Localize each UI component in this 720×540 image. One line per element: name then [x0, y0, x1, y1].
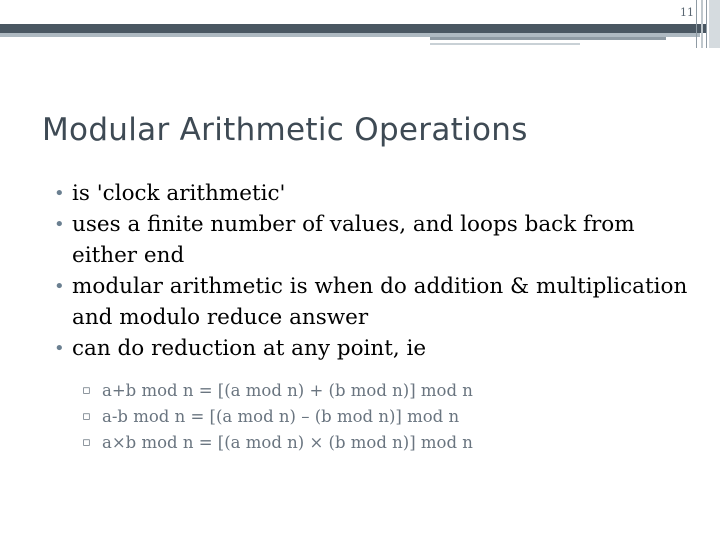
bullet-text: can do reduction at any point, ie: [72, 336, 427, 361]
bullet-list: [50, 178, 690, 364]
header-vertical-line: [706, 0, 707, 48]
header-accent-line-thin: [430, 43, 580, 45]
sub-bullet-item: [80, 404, 680, 430]
sub-bullet-item: [80, 378, 680, 404]
header-corner-block: [709, 0, 720, 48]
header-accent-line: [430, 37, 666, 40]
formula-text: a+b mod n = [(a mod n) + (b mod n)] mod n: [102, 381, 473, 400]
bullet-item: [50, 333, 690, 364]
square-bullet-icon: ▫: [82, 409, 91, 424]
bullet-dot-icon: •: [54, 183, 65, 204]
formula-text: a-b mod n = [(a mod n) – (b mod n)] mod n: [102, 407, 460, 426]
bullet-text: is 'clock arithmetic': [72, 181, 286, 206]
square-bullet-icon: ▫: [82, 435, 91, 450]
bullet-dot-icon: •: [54, 338, 65, 359]
bullet-dot-icon: •: [54, 214, 65, 235]
sub-bullet-item: [80, 430, 680, 456]
square-bullet-icon: ▫: [82, 383, 91, 398]
header-bar-dark: [0, 24, 706, 33]
bullet-item: [50, 209, 690, 271]
bullet-item: [50, 271, 690, 333]
bullet-text: modular arithmetic is when do addition & multiplication and modulo reduce answer: [72, 274, 688, 330]
bullet-text: uses a finite number of values, and loops back from either end: [72, 212, 635, 268]
slide-title: Modular Arithmetic Operations: [42, 112, 528, 148]
bullet-item: [50, 178, 690, 209]
sub-bullet-list: [80, 378, 680, 456]
header-vertical-line: [701, 0, 703, 48]
bullet-dot-icon: •: [54, 276, 65, 297]
header-vertical-line: [696, 0, 697, 48]
slide-number: 11: [680, 6, 694, 19]
formula-text: a×b mod n = [(a mod n) × (b mod n)] mod n: [102, 433, 473, 452]
